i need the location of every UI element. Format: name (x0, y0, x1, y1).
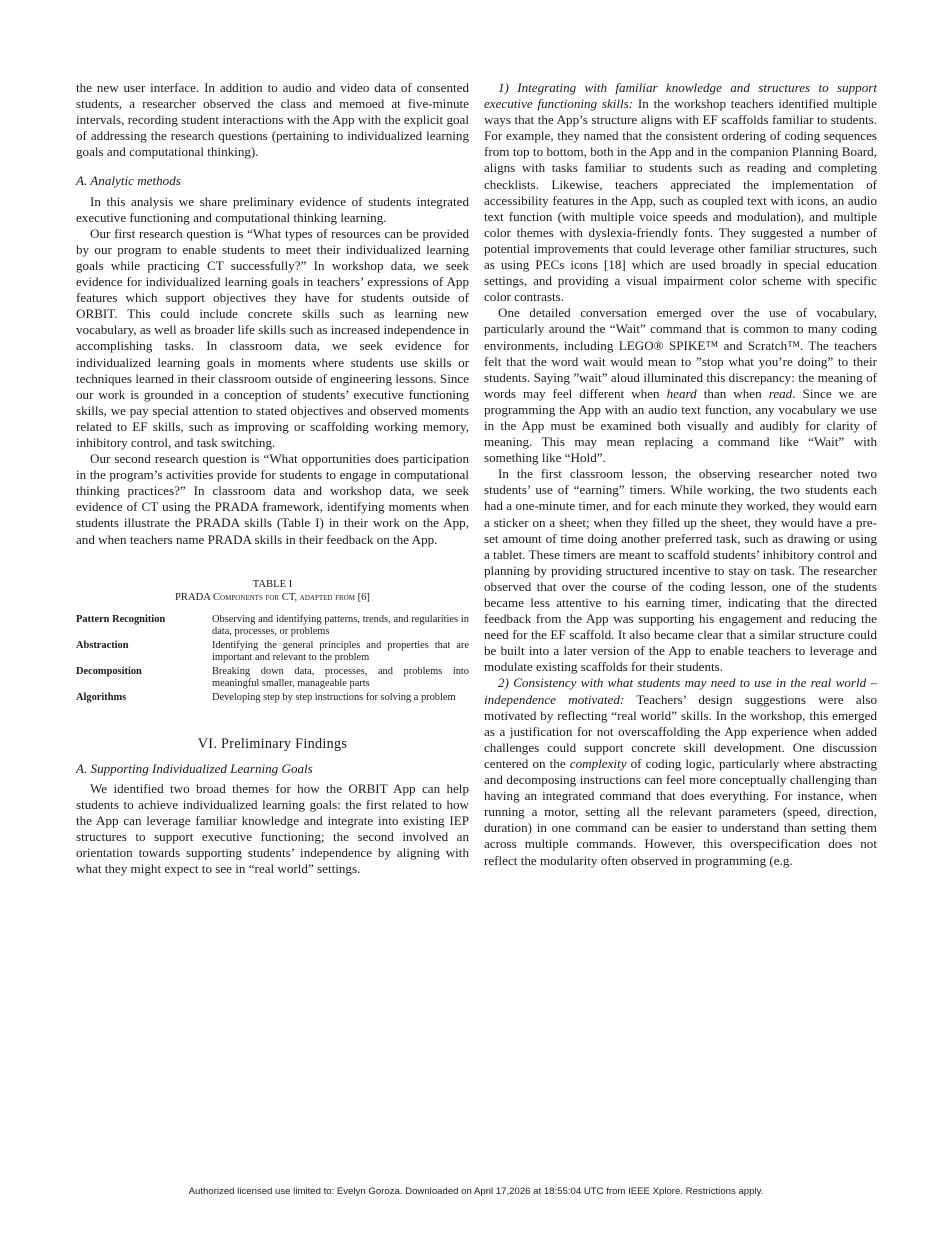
table-definition: Breaking down data, processes, and problems into meaningful smaller, manageable parts (212, 665, 469, 689)
paragraph-analytic-2: Our first research question is “What types of resources can be provided by our program to enable students to meet their individualized learning goals while practicing CT successfully?” In workshop data, we seek evidence for individualized learning goals in teachers’ expressions of App features which support objectives they have for students outside of ORBIT. This could include concrete skills such as learning new vocabulary, as well as broader life skills such as increased independence in accomplishing tasks. In classroom data, we seek evidence for individualized learning goals in moments where students use skills or techniques learned in their classroom outside of engineering lessons. Since our work is grounded in a conception of students’ executive functioning skills, we pay special attention to stated objectives and observed moments related to EF skills, such as improving or scaffolding working memory, inhibitory control, and task switching. (76, 225, 469, 450)
paragraph-text: In the workshop teachers identified multiple ways that the App’s structure aligns with EF scaffolds familiar to students. For example, they named that the consistent ordering of coding sequences from top to bottom, both in the App and in the companion Planning Board, aligns with tasks familiar to students such as reading and completing checklists. Likewise, teachers appreciated the implementation of accessibility features in the App, such as coupled text with icons, an audio text function (with multiple voice speeds and modulation), and multiple color themes with dyslexia-friendly fonts. They suggested a number of potential improvements that could leverage other familiar structures, such as using PECs icons [18] which are used broadly in special education settings, and providing a visual impairment color scheme with specific color contrasts. (484, 96, 877, 305)
emphasis-heard: heard (666, 385, 697, 401)
paragraph-text: . Since we are programming the App with an audio text function, any vocabulary we use in the App must be examined both visually and audibly for clarity of meaning. This may mean replacing a command like “Wait” with something like “Hold”. (484, 385, 877, 466)
table-title: PRADA Components for CT, adapted from [6] (175, 591, 370, 603)
paragraph-vocabulary (484, 305, 877, 466)
table-row (76, 692, 469, 706)
paragraph-analytic-1: In this analysis we share preliminary evidence of students integrated executive functioning and computational thinking learning. (76, 193, 469, 225)
table-caption (76, 578, 469, 604)
right-column (484, 80, 877, 869)
paragraph-findings-1: We identified two broad themes for how the ORBIT App can help students to achieve individualized learning goals: the first related to how the App can leverage familiar knowledge and integrate into existing IEP structures to support executive functioning; the second involved an orientation towards supporting students’ independence by aligning with what they might expect to see in “real world” settings. (76, 780, 469, 877)
table-label: TABLE I (252, 578, 293, 590)
paragraph-earning-timers: In the first classroom lesson, the observing researcher noted two students’ use of “earning” timers. While working, the two students each had a one-minute timer, and for each minute they worked, they would earn a sticker on a sheet; when they filled up the sheet, they would have a pre-set amount of time doing another preferred task, such as drawing or using a tablet. These timers are meant to scaffold students’ inhibitory control and planning by providing structured incentive to stay on task. The researcher observed that over the course of the coding lesson, one of the students became less attentive to his earning timer, indicating that the directed feedback from the App was supporting his engagement and reducing the need for the EF scaffold. It also became clear that a similar structure could be built into a later version of the App to enable teachers to leverage and modulate existing scaffolds for their students. (484, 466, 877, 675)
paragraph-real-world (484, 675, 877, 868)
emphasis-read: read (768, 385, 793, 401)
table-term: Decomposition (76, 665, 142, 677)
subsection-individualized-goals: A. Supporting Individualized Learning Goals (76, 760, 313, 776)
table-row (76, 640, 469, 666)
table-definition: Observing and identifying patterns, trends, and regularities in data, processes, or problems (212, 613, 469, 637)
paragraph-text: of coding logic, particularly where abstracting and decomposing instructions can feel more conceptually challenging than having an integrated command that does everything. For instance, when running a motor, setting all the relevant parameters (speed, direction, duration) in one command can be easier to understand than setting them across multiple commands. However, this overspecification does not reflect the modularity often observed in programming (e.g. (484, 755, 878, 868)
paragraph-text: Teachers’ design suggestions were also motivated by reflecting “real world” skills. In the workshop, this emerged as a justification for not overscaffolding the App experience when added challenges could support concrete skill development. One discussion centered on the (484, 691, 878, 771)
section-title-preliminary-findings: VI. Preliminary Findings (197, 735, 348, 752)
subsubsection-heading-1: 1) Integrating with familiar knowledge and structures to support executive functioning skills: (484, 80, 877, 112)
subsubsection-heading-2: 2) Consistency with what students may need to use in the real world – independence motivated: (484, 675, 877, 707)
table-definition: Identifying the general principles and properties that are important and relevant to the problem (212, 639, 469, 663)
paragraph-intro: the new user interface. In addition to audio and video data of consented students, a researcher observed the class and memoed at five-minute intervals, recording student interactions with the App with the explicit goal of addressing the research questions (pertaining to individualized learning goals and computational thinking). (76, 80, 469, 160)
table-row (76, 614, 469, 640)
paragraph-analytic-3: Our second research question is “What opportunities does participation in the program’s activities provide for students to engage in computational thinking practices?” In classroom data and workshop data, we seek evidence of CT using the PRADA framework, identifying moments when students illustrate the PRADA skills (Table I) in their work on the App, and when teachers name PRADA skills in their feedback on the App. (76, 451, 469, 547)
paragraph-text: than when (696, 385, 769, 401)
table-term: Algorithms (76, 691, 127, 703)
license-footer: Authorized licensed use limited to: Evelyn Goroza. Downloaded on April 17,2026 at 18:55:04 UTC from IEEE Xplore. Restrictions apply. (188, 1186, 764, 1197)
subsection-analytic-methods: A. Analytic methods (76, 173, 181, 189)
paragraph-text: One detailed conversation emerged over the use of vocabulary, particularly around the “Wait” command that is common to many coding environments, including LEGO® SPIKE™ and Scratch™. The teachers felt that the word wait would mean to ”stop what you’re doing” to their students. Saying ”wait” aloud illuminated this discrepancy: the meaning of words may feel different when (484, 305, 877, 401)
table-term: Pattern Recognition (76, 613, 166, 625)
table-definition: Developing step by step instructions for solving a problem (212, 691, 456, 703)
prada-table (76, 614, 469, 706)
emphasis-complexity: complexity (569, 755, 627, 771)
left-column (76, 80, 469, 877)
paragraph-familiar-structures (484, 80, 877, 305)
table-row (76, 666, 469, 692)
table-term: Abstraction (76, 639, 129, 651)
